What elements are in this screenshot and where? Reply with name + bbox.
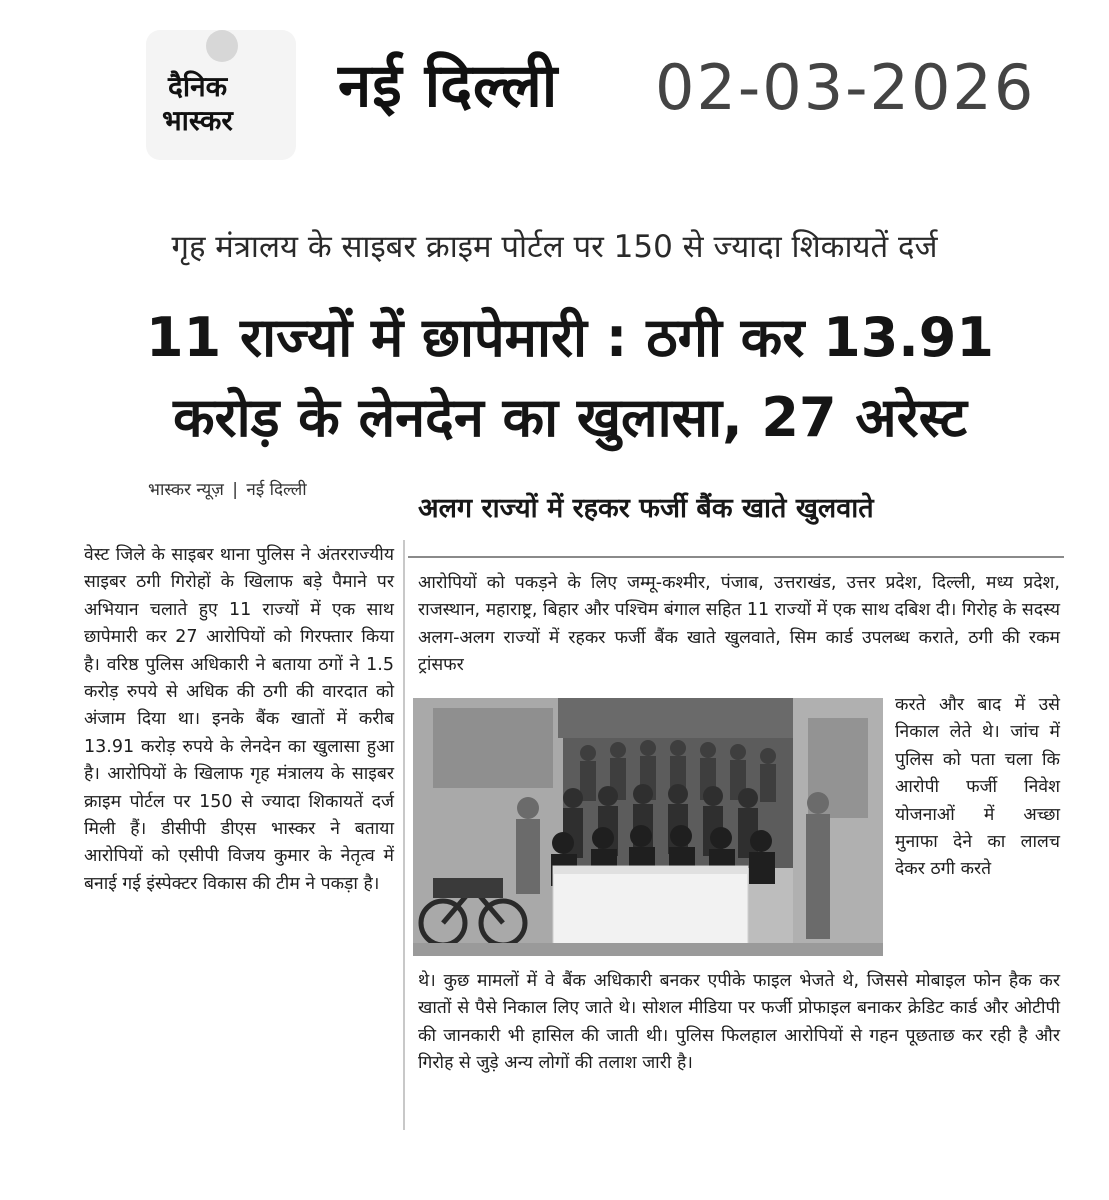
edition-date: 02-03-2026 bbox=[655, 51, 1036, 124]
subheadline: अलग राज्यों में रहकर फर्जी बैंक खाते खुलवाते bbox=[418, 493, 874, 524]
logo-sun-icon bbox=[206, 30, 238, 62]
right-column-bottom-text: थे। कुछ मामलों में वे बैंक अधिकारी बनकर एपीके फाइल भेजते थे, जिससे मोबाइल फोन हैक कर खातों से पैसे निकाल लिए जाते थे। सोशल मीडिया पर फर्जी प्रोफाइल बनाकर क्रेडिट कार्ड और ओटीपी की जानकारी भी हासिल की जाती थी। पुलिस फिलहाल आरोपियों से गहन पूछताछ कर रही है और गिरोह से जुड़े अन्य लोगों की तलाश जारी है। bbox=[418, 971, 1060, 1074]
main-headline bbox=[60, 298, 1080, 458]
byline bbox=[148, 478, 307, 502]
right-column-top-text: आरोपियों को पकड़ने के लिए जम्मू-कश्मीर, पंजाब, उत्तराखंड, उत्तर प्रदेश, दिल्ली, मध्य प्रदेश, राजस्थान, महाराष्ट्र, बिहार और पश्चिम बंगाल सहित 11 राज्यों में एक साथ दबिश दी। गिरोह के सदस्य अलग-अलग राज्यों में रहकर फर्जी बैंक खाते खुलवाते, सिम कार्ड उपलब्ध कराते, ठगी की रकम ट्रांसफर bbox=[418, 573, 1060, 676]
headline-kicker: गृह मंत्रालय के साइबर क्राइम पोर्टल पर 150 से ज्यादा शिकायतें दर्ज bbox=[171, 229, 938, 265]
logo-text-line1: दैनिक bbox=[168, 70, 228, 103]
byline-city: नई दिल्ली bbox=[246, 480, 307, 500]
logo-text-line2: भास्कर bbox=[162, 104, 233, 137]
column-divider bbox=[403, 540, 405, 1130]
byline-source: भास्कर न्यूज़ bbox=[148, 480, 224, 500]
right-column-side-text: करते और बाद में उसे निकाल लेते थे। जांच में पुलिस को पता चला कि आरोपी फर्जी निवेश योजनाओं में अच्छा मुनाफा देने का लालच देकर ठगी करते bbox=[895, 695, 1060, 880]
subhead-divider bbox=[408, 556, 1064, 558]
headline-line-2: करोड़ के लेनदेन का खुलासा, 27 अरेस्ट bbox=[173, 386, 967, 449]
group-photo-illustration bbox=[413, 698, 883, 956]
headline-line-1: 11 राज्यों में छापेमारी : ठगी कर 13.91 bbox=[146, 306, 994, 369]
byline-separator: | bbox=[232, 480, 239, 500]
news-photo bbox=[413, 698, 883, 956]
edition-city: नई दिल्ली bbox=[338, 51, 559, 121]
left-column-text: वेस्ट जिले के साइबर थाना पुलिस ने अंतरराज्यीय साइबर ठगी गिरोहों के खिलाफ बड़े पैमाने पर अभियान चलाते हुए 11 राज्यों में एक साथ छापेमारी कर 27 आरोपियों को गिरफ्तार किया है। वरिष्ठ पुलिस अधिकारी ने बताया ठगों ने 1.5 करोड़ रुपये से अधिक की ठगी की वारदात को अंजाम दिया था। इनके बैंक खातों में करीब 13.91 करोड़ रुपये के लेनदेन का खुलासा हुआ है। आरोपियों के खिलाफ गृह मंत्रालय के साइबर क्राइम पोर्टल पर 150 से ज्यादा शिकायतें दर्ज मिली हैं। डीसीपी डीएस भास्कर ने बताया आरोपियों को एसीपी विजय कुमार के नेतृत्व में बनाई गई इंस्पेक्टर विकास की टीम ने पकड़ा है। bbox=[84, 545, 394, 894]
